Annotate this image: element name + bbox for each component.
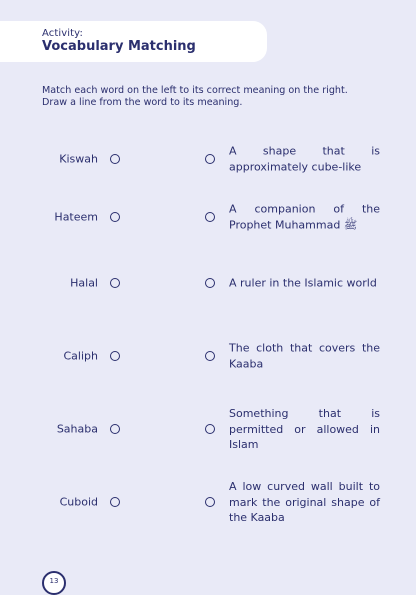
word-connector-circle[interactable] (110, 278, 120, 288)
vocab-word: Caliph (63, 349, 98, 363)
meaning-connector-circle[interactable] (205, 424, 215, 434)
meaning-text: A low curved wall built to mark the original shape of the Kaaba (229, 479, 380, 524)
word-connector-circle[interactable] (110, 497, 120, 507)
vocab-word: Cuboid (59, 495, 98, 509)
meaning-connector-circle[interactable] (205, 212, 215, 222)
word-connector-circle[interactable] (110, 212, 120, 222)
vocab-word: Halal (70, 276, 98, 290)
vocab-word: Hateem (54, 210, 98, 224)
meaning-text: Something that is permitted or allowed in Islam (229, 406, 380, 451)
meaning-connector-circle[interactable] (205, 497, 215, 507)
instruction-line: Match each word on the left to its correct meaning on the right. (42, 85, 348, 96)
word-connector-circle[interactable] (110, 154, 120, 164)
vocab-word: Sahaba (56, 422, 98, 436)
word-connector-circle[interactable] (110, 424, 120, 434)
page-number: 13 (49, 577, 59, 585)
activity-title: Vocabulary Matching (42, 39, 196, 54)
meaning-text: A shape that is approximately cube-like (229, 144, 380, 173)
page-number-badge (42, 571, 66, 595)
meaning-text: A ruler in the Islamic world (229, 276, 377, 290)
meaning-connector-circle[interactable] (205, 278, 215, 288)
word-connector-circle[interactable] (110, 351, 120, 361)
meaning-connector-circle[interactable] (205, 154, 215, 164)
meaning-connector-circle[interactable] (205, 351, 215, 361)
meaning-text: The cloth that covers the Kaaba (229, 341, 380, 370)
meaning-text: A companion of the Prophet Muhammad ﷺ (229, 202, 380, 231)
vocab-word: Kiswah (59, 152, 98, 166)
instructions (42, 85, 348, 108)
instruction-line: Draw a line from the word to its meaning. (42, 96, 243, 108)
activity-kicker: Activity: (42, 28, 83, 39)
